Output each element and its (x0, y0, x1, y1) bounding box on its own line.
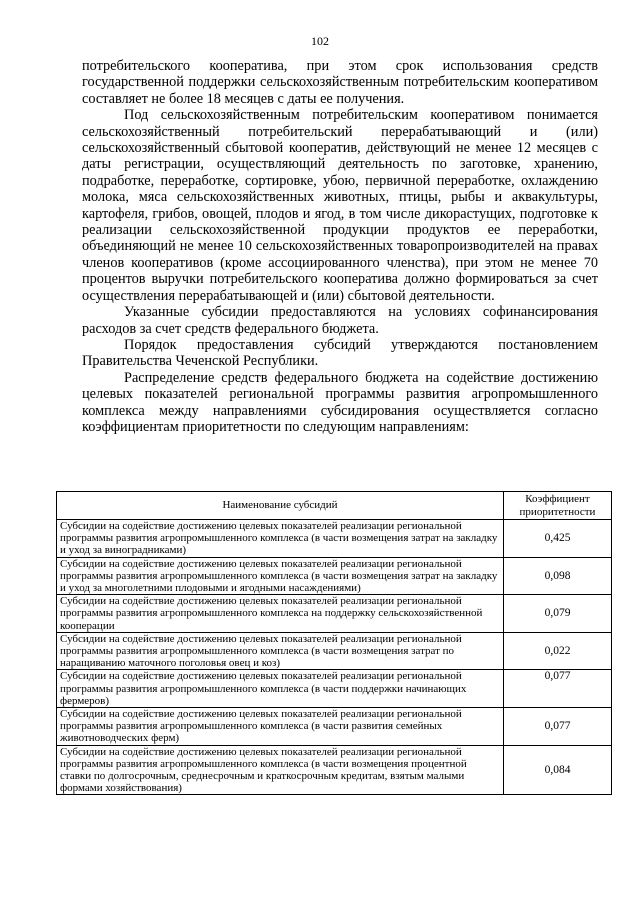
table-header-row (57, 492, 612, 520)
table-row (57, 670, 612, 708)
subsidy-name-cell: Субсидии на содействие достижению целевых показателей реализации региональной программы развития агропромышленного комплекса (в части поддержки начинающих фермеров) (57, 670, 504, 708)
paragraph: Под сельскохозяйственным потребительским кооперативом понимается сельскохозяйственный потребительский перерабатывающий и (или) сельскохозяйственный сбытовой кооператив, действующий не менее 12 месяцев с даты регистрации, осуществляющий деятельность по заготовке, хранению, подработке, переработке, сортировке, убою, первичной переработке, охлаждению молока, мяса сельскохозяйственных животных, птицы, рыбы и аквакультуры, картофеля, грибов, овощей, плодов и ягод, в том числе дикорастущих, подготовке к реализации сельскохозяйственной продукции продуктов ее переработки, объединяющий не менее 10 сельскохозяйственных товаропроизводителей на правах членов кооперативов (кроме ассоциированного членства), при этом не менее 70 процентов выручки потребительского кооператива должно формироваться за счет осуществления перерабатывающей и (или) сбытовой деятельности. (82, 107, 598, 304)
coefficient-cell: 0,098 (504, 557, 612, 595)
table-row (57, 520, 612, 558)
coefficient-cell: 0,077 (504, 670, 612, 708)
table-row (57, 708, 612, 746)
paragraph: Распределение средств федерального бюджета на содействие достижению целевых показателей региональной программы развития агропромышленного комплекса между направлениями субсидирования осуществляется согласно коэффициентам приоритетности по следующим направлениям: (82, 369, 598, 435)
subsidies-table (56, 491, 612, 795)
paragraph: Порядок предоставления субсидий утверждаются постановлением Правительства Чеченской Республики. (82, 336, 598, 370)
table-row (57, 595, 612, 633)
table-row (57, 632, 612, 670)
subsidy-name-cell: Субсидии на содействие достижению целевых показателей реализации региональной программы развития агропромышленного комплекса (в части возмещения затрат на закладку и уход за виноградниками) (57, 520, 504, 558)
subsidy-name-cell: Субсидии на содействие достижению целевых показателей реализации региональной программы развития агропромышленного комплекса (в части развития семейных животноводческих ферм) (57, 708, 504, 746)
table-row (57, 745, 612, 795)
coefficient-cell: 0,425 (504, 520, 612, 558)
coefficient-cell: 0,084 (504, 745, 612, 795)
paragraph: Указанные субсидии предоставляются на условиях софинансирования расходов за счет средств федерального бюджета. (82, 304, 598, 337)
coefficient-cell: 0,077 (504, 708, 612, 746)
header-priority-coefficient: Коэффициент приоритетности (504, 492, 612, 520)
coefficient-cell: 0,022 (504, 632, 612, 670)
page-number: 102 (311, 34, 329, 48)
subsidy-name-cell: Субсидии на содействие достижению целевых показателей реализации региональной программы развития агропромышленного комплекса (в части возмещения затрат на закладку и уход за многолетними плодовыми и ягодными насаждениями) (57, 557, 504, 595)
coefficient-cell: 0,079 (504, 595, 612, 633)
subsidy-name-cell: Субсидии на содействие достижению целевых показателей реализации региональной программы развития агропромышленного комплекса (в части возмещения процентной ставки по долгосрочным, среднесрочным и краткосрочным кредитам, взятым малыми формами хозяйствования) (57, 745, 504, 795)
paragraph: потребительского кооператива, при этом срок использования средств государственной поддержки сельскохозяйственным потребительским кооперативом составляет не более 18 месяцев с даты ее получения. (82, 58, 598, 107)
subsidy-name-cell: Субсидии на содействие достижению целевых показателей реализации региональной программы развития агропромышленного комплекса (в части возмещения затрат по наращиванию маточного поголовья овец и коз) (57, 632, 504, 670)
subsidy-name-cell: Субсидии на содействие достижению целевых показателей реализации региональной программы развития агропромышленного комплекса на поддержку сельскохозяйственной кооперации (57, 595, 504, 633)
table-row (57, 557, 612, 595)
header-subsidy-name: Наименование субсидий (57, 492, 504, 520)
body-text (82, 58, 598, 435)
